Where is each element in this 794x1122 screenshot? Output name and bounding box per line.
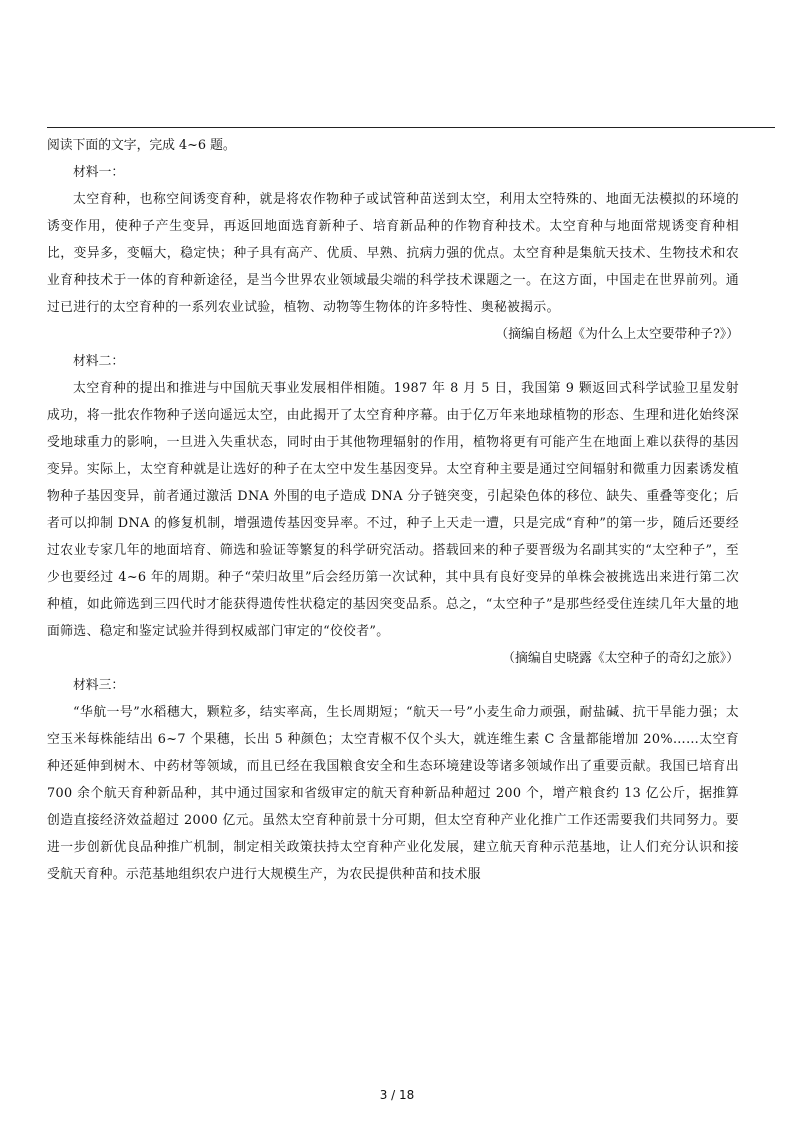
page-number: 3 / 18 [379, 1088, 415, 1102]
material1-label: 材料一： [73, 165, 125, 180]
material2-text: 太空育种的提出和推进与中国航天事业发展相伴相随。1987 年 8 月 5 日，我国第 9 颗返回式科学试验卫星发射成功，将一批农作物种子送向遥远太空，由此揭开了太空育种序幕。由于亿万年来地球植物的形态、生理和进化始终深受地球重力的影响，一旦进入失重状态，同时由于其他物理辐射的作用，植物将更有可能产生在地面上难以获得的基因变异。实际上，太空育种就是让选好的种子在太空中发生基因变异。太空育种主要是通过空间辐射和微重力因素诱发植物种子基因变异，前者通过激活 DNA 外围的电子造成 DNA 分子链突变，引起染色体的移位、缺失、重叠等变化；后者可以抑制 DNA 的修复机制，增强遗传基因变异率。不过，种子上天走一遭，只是完成“育种”的第一步，随后还要经过农业专家几年的地面培育、筛选和验证等繁复的科学研究活动。搭载回来的种子要晋级为名副其实的“太空种子”，至少也要经过 4~6 年的周期。种子“荣归故里”后会经历第一次试种，其中具有良好变异的单株会被挑选出来进行第二次种植，如此筛选到三四代时才能获得遗传性状稳定的基因突变品系。总之，“太空种子”是那些经受住连续几年大量的地面筛选、稳定和鉴定试验并得到权威部门审定的“佼佼者”。 [47, 381, 739, 639]
document-body [47, 132, 739, 888]
material3-text: “华航一号”水稻穗大，颗粒多，结实率高，生长周期短；“航天一号”小麦生命力顽强，耐盐碱、抗干旱能力强；太空玉米每株能结出 6~7 个果穗，长出 5 种颜色；太空青椒不仅个头大，就连维生素 C 含量都能增加 20%……太空育种还延伸到树木、中药材等领域，而且已经在我国粮食安全和生态环境建设等诸多领域作出了重要贡献。我国已培育出 700 余个航天育种新品种，其中通过国家和省级审定的航天育种新品种超过 200 个，增产粮食约 13 亿公斤，据推算创造直接经济效益超过 2000 亿元。虽然太空育种前景十分可期，但太空育种产业化推广工作还需要我们共同努力。要进一步创新优良品种推广机制，制定相关政策扶持太空育种产业化发展，建立航天育种示范基地，让人们充分认识和接受航天育种。示范基地组织农户进行大规模生产，为农民提供种苗和技术服 [47, 705, 739, 882]
material2-label: 材料二： [73, 354, 125, 369]
material3-label: 材料三： [73, 678, 125, 693]
material1-source: （摘编自杨超《为什么上太空要带种子?》） [495, 327, 739, 342]
material1-text: 太空育种，也称空间诱变育种，就是将农作物种子或试管种苗送到太空，利用太空特殊的、地面无法模拟的环境的诱变作用，使种子产生变异，再返回地面选育新种子、培育新品种的作物育种技术。太空育种与地面常规诱变育种相比，变异多，变幅大，稳定快；种子具有高产、优质、早熟、抗病力强的优点。太空育种是集航天技术、生物技术和农业育种技术于一体的育种新途径，是当今世界农业领域最尖端的科学技术课题之一。在这方面，中国走在世界前列。通过已进行的太空育种的一系列农业试验，植物、动物等生物体的许多特性、奥秘被揭示。 [47, 192, 739, 315]
question-intro: 阅读下面的文字，完成 4~6 题。 [47, 138, 236, 153]
header-rule [47, 127, 775, 128]
material2-source: （摘编自史晓露《太空种子的奇幻之旅》） [502, 651, 739, 666]
